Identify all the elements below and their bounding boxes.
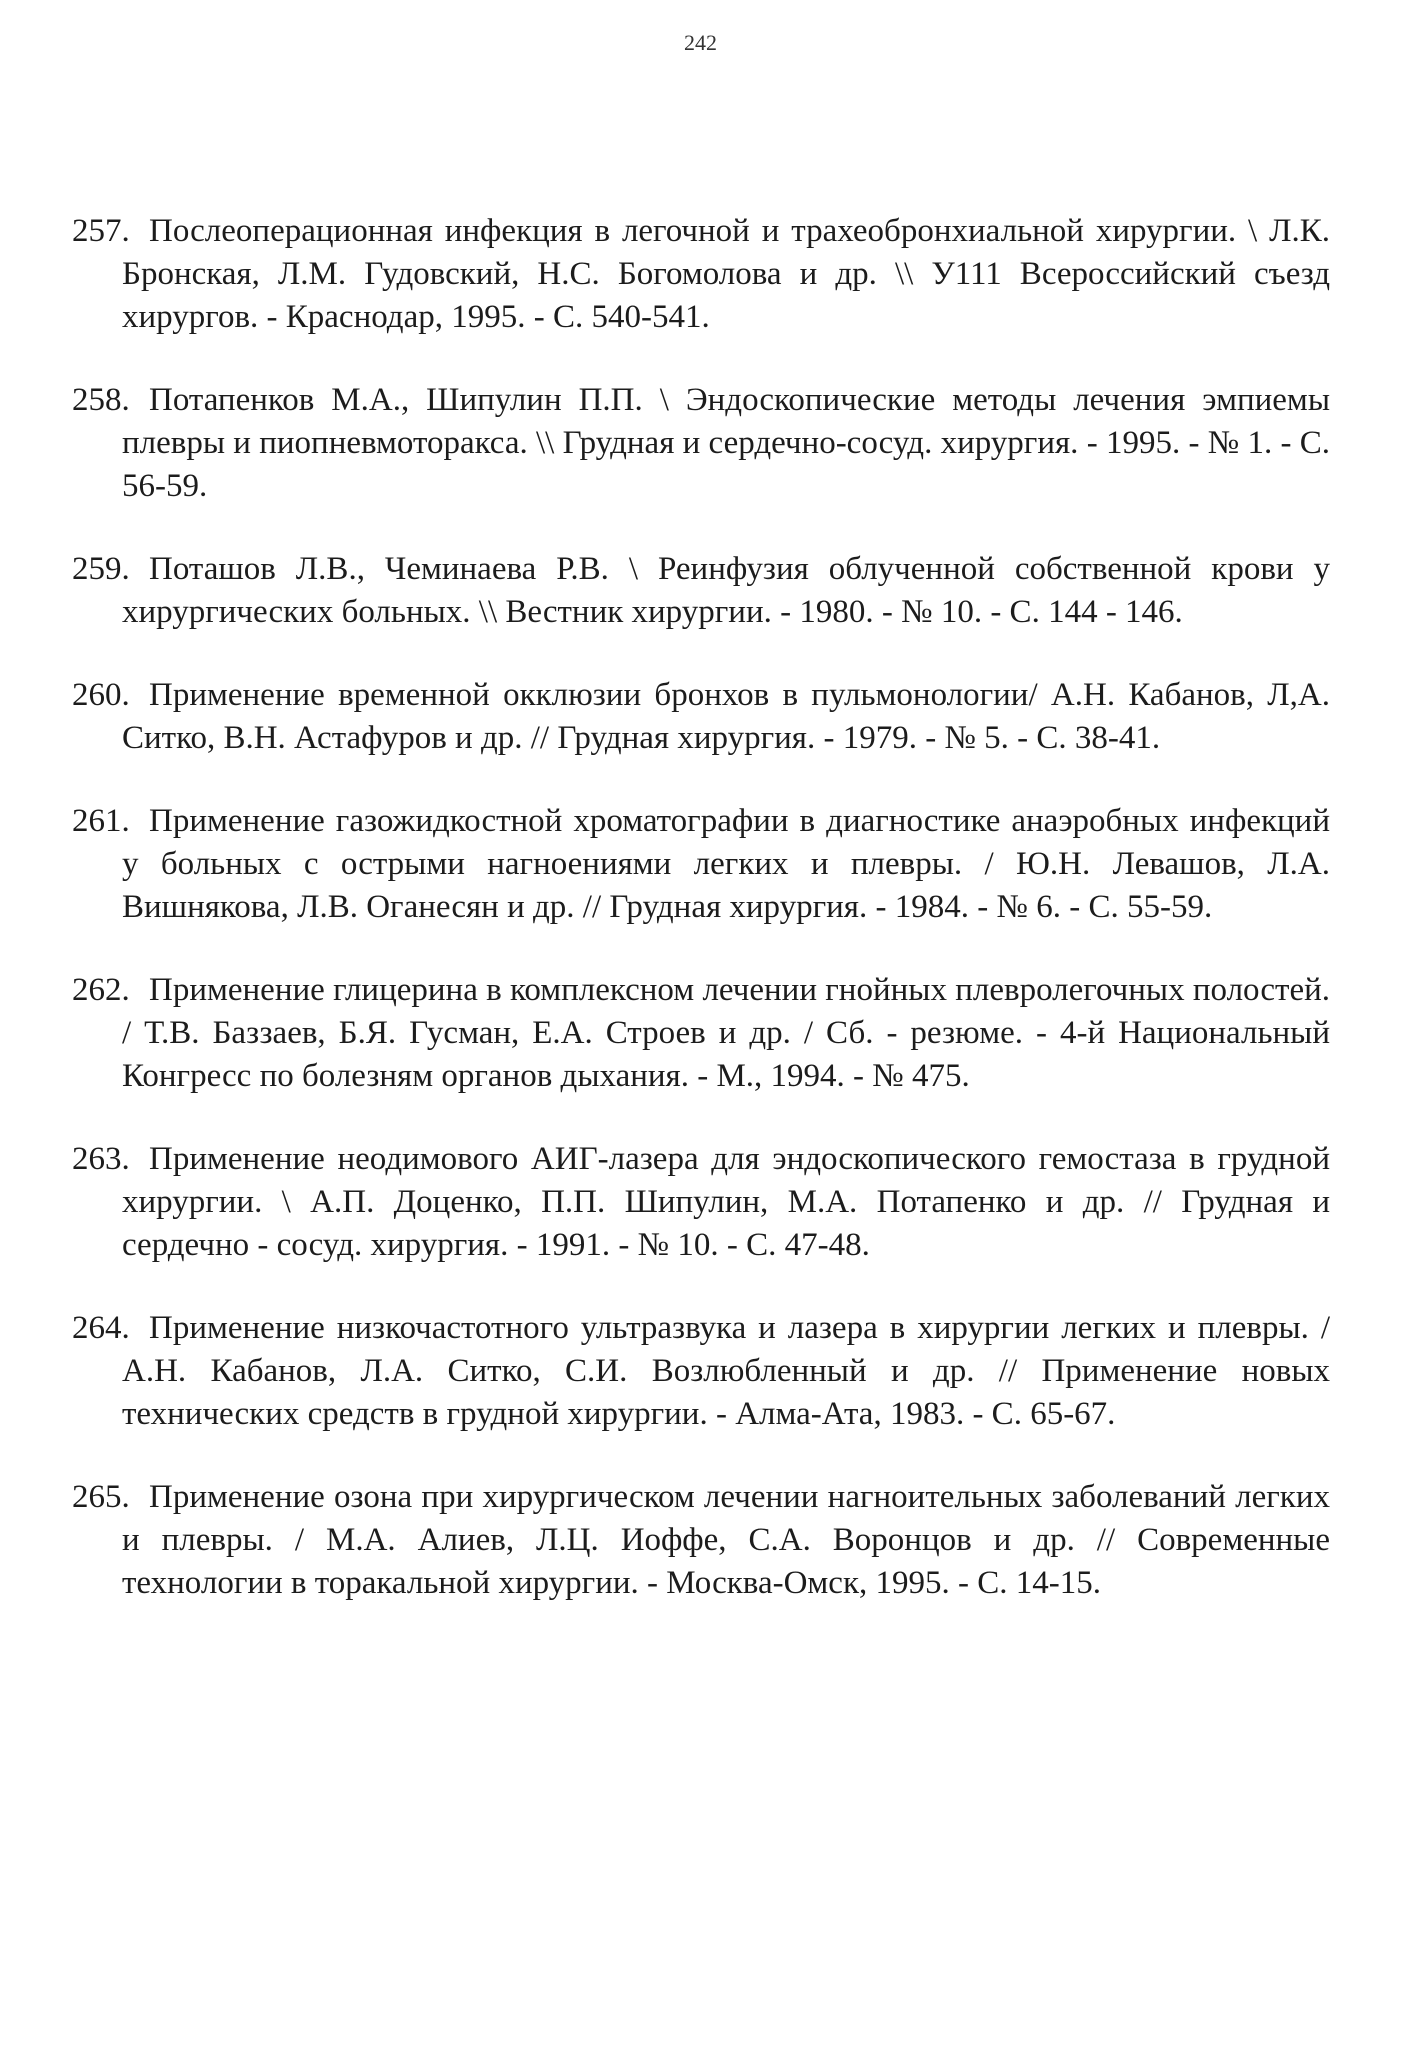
reference-text: Применение низкочастотного ультразвука и лазера в хирургии легких и плевры. / А.Н. Кабанов, Л.А. Ситко, С.И. Возлюбленный и др. // Применение новых технических средств в грудной хирургии. - Алма-Ата, 1983. - С. 65-67. <box>122 1310 1330 1432</box>
reference-text: Применение временной окклюзии бронхов в пульмонологии/ А.Н. Кабанов, Л,А. Ситко, В.Н. Астафуров и др. // Грудная хирургия. - 1979. - № 5. - С. 38-41. <box>122 677 1330 756</box>
reference-text: Применение озона при хирургическом лечении нагноительных заболеваний легких и плевры. / М.А. Алиев, Л.Ц. Иоффе, С.А. Воронцов и др. // Современные технологии в торакальной хирургии. - Москва-Омск, 1995. - С. 14-15. <box>122 1479 1330 1601</box>
reference-number: 261. <box>72 803 130 839</box>
reference-number: 257. <box>72 213 130 249</box>
reference-text: Послеоперационная инфекция в легочной и трахеобронхиальной хирургии. \ Л.К. Бронская, Л.М. Гудовский, Н.С. Богомолова и др. \\ У111 Всероссийский съезд хирургов. - Краснодар, 1995. - С. 540-541. <box>122 213 1330 335</box>
reference-item <box>72 548 1330 634</box>
reference-number: 265. <box>72 1479 130 1515</box>
reference-list <box>72 210 1330 1645</box>
reference-item <box>72 379 1330 508</box>
reference-item <box>72 969 1330 1098</box>
reference-item <box>72 674 1330 760</box>
reference-item <box>72 800 1330 929</box>
reference-number: 264. <box>72 1310 130 1346</box>
reference-number: 259. <box>72 551 130 587</box>
reference-number: 263. <box>72 1141 130 1177</box>
reference-text: Применение неодимового АИГ-лазера для эндоскопического гемостаза в грудной хирургии. \ А.П. Доценко, П.П. Шипулин, М.А. Потапенко и др. // Грудная и сердечно - сосуд. хирургия. - 1991. - № 10. - С. 47-48. <box>122 1141 1330 1263</box>
reference-item <box>72 1476 1330 1605</box>
reference-text: Применение глицерина в комплексном лечении гнойных плевролегочных полостей. / Т.В. Баззаев, Б.Я. Гусман, Е.А. Строев и др. / Сб. - резюме. - 4-й Национальный Конгресс по болезням органов дыхания. - М., 1994. - № 475. <box>122 972 1330 1094</box>
page-number: 242 <box>684 30 717 55</box>
reference-number: 260. <box>72 677 130 713</box>
reference-text: Поташов Л.В., Чеминаева Р.В. \ Реинфузия облученной собственной крови у хирургических больных. \\ Вестник хирургии. - 1980. - № 10. - С. 144 - 146. <box>122 551 1330 630</box>
reference-text: Потапенков М.А., Шипулин П.П. \ Эндоскопические методы лечения эмпиемы плевры и пиопневмоторакса. \\ Грудная и сердечно-сосуд. хирургия. - 1995. - № 1. - С. 56-59. <box>122 382 1330 504</box>
reference-item <box>72 210 1330 339</box>
reference-text: Применение газожидкостной хроматографии в диагностике анаэробных инфекций у больных с острыми нагноениями легких и плевры. / Ю.Н. Левашов, Л.А. Вишнякова, Л.В. Оганесян и др. // Грудная хирургия. - 1984. - № 6. - С. 55-59. <box>122 803 1330 925</box>
reference-number: 258. <box>72 382 130 418</box>
reference-number: 262. <box>72 972 130 1008</box>
reference-item <box>72 1138 1330 1267</box>
reference-item <box>72 1307 1330 1436</box>
